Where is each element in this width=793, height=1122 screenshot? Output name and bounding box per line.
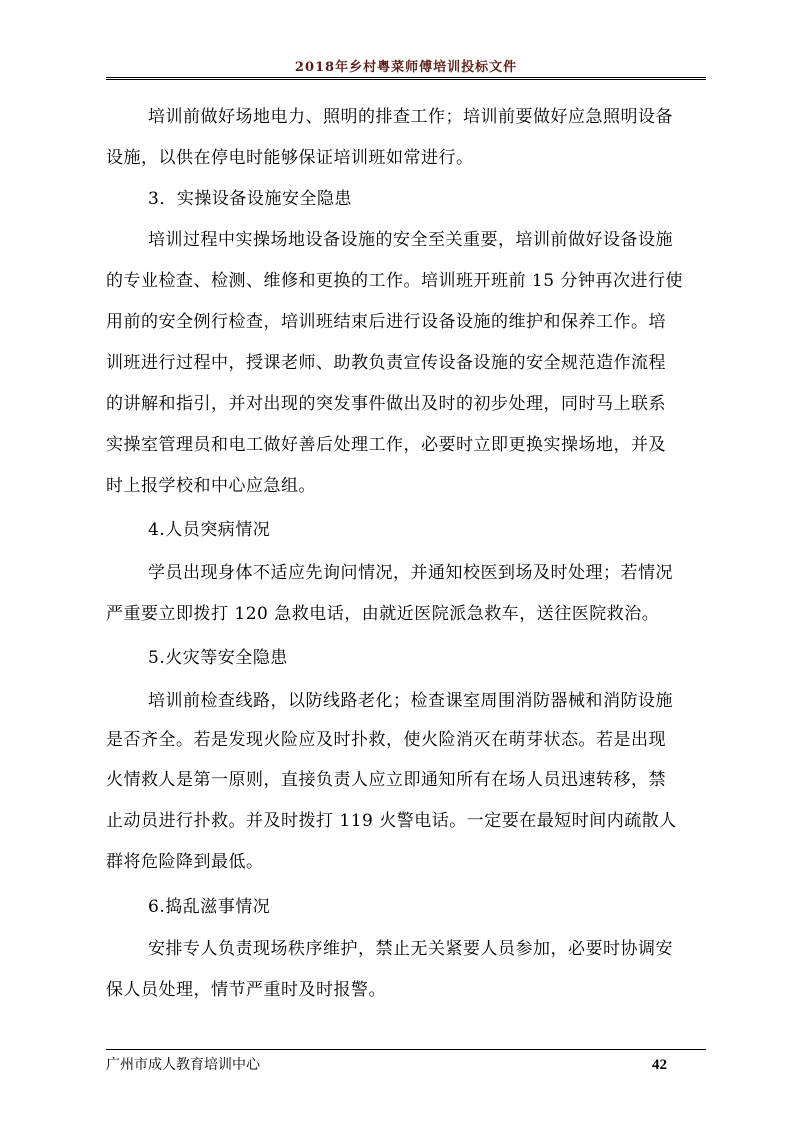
paragraph-line: 设施，以供在停电时能够保证培训班如常进行。 — [106, 148, 474, 168]
section-heading: 5.火灾等安全隐患 — [148, 648, 288, 668]
paragraph-line: 是否齐全。若是发现火险应及时扑救，使火险消灭在萌芽状态。若是出现 — [106, 730, 666, 750]
paragraph-line: 群将危险降到最低。 — [106, 852, 264, 872]
paragraph-line: 培训前检查线路，以防线路老化；检查课室周围消防器械和消防设施 — [148, 691, 673, 711]
paragraph-line: 训班进行过程中，授课老师、助教负责宣传设备设施的安全规范造作流程 — [106, 353, 666, 373]
paragraph-line: 实操室管理员和电工做好善后处理工作，必要时立即更换实操场地，并及 — [106, 435, 666, 455]
section-heading: 3．实操设备设施安全隐患 — [148, 189, 352, 209]
header-divider — [106, 77, 706, 80]
page-number: 42 — [652, 1057, 667, 1073]
paragraph-line: 严重要立即拨打 120 急救电话，由就近医院派急救车，送往医院救治。 — [106, 604, 660, 624]
paragraph-line: 安排专人负责现场秩序维护，禁止无关紧要人员参加，必要时协调安 — [148, 939, 673, 959]
section-heading: 6.捣乱滋事情况 — [148, 897, 271, 917]
paragraph-line: 的专业检查、检测、维修和更换的工作。培训班开班前 15 分钟再次进行使 — [106, 271, 683, 291]
paragraph-line: 火情救人是第一原则，直接负责人应立即通知所有在场人员迅速转移，禁 — [106, 770, 666, 790]
paragraph-line: 止动员进行扑救。并及时拨打 119 火警电话。一定要在最短时间内疏散人 — [106, 811, 677, 831]
page-header-title: 2018年乡村粤菜师傅培训投标文件 — [294, 60, 518, 75]
paragraph-line: 时上报学校和中心应急组。 — [106, 476, 316, 496]
paragraph-line: 用前的安全例行检查，培训班结束后进行设备设施的维护和保养工作。培 — [106, 312, 666, 332]
footer-divider — [106, 1049, 706, 1050]
section-heading: 4.人员突病情况 — [148, 520, 271, 540]
paragraph-line: 学员出现身体不适应先询问情况，并通知校医到场及时处理；若情况 — [148, 563, 673, 583]
paragraph-line: 的讲解和指引，并对出现的突发事件做出及时的初步处理，同时马上联系 — [106, 394, 666, 414]
footer-organization: 广州市成人教育培训中心 — [106, 1057, 260, 1073]
paragraph-line: 培训过程中实操场地设备设施的安全至关重要，培训前做好设备设施 — [148, 230, 673, 250]
paragraph-line: 培训前做好场地电力、照明的排查工作；培训前要做好应急照明设备 — [148, 107, 673, 127]
paragraph-line: 保人员处理，情节严重时及时报警。 — [106, 980, 386, 1000]
